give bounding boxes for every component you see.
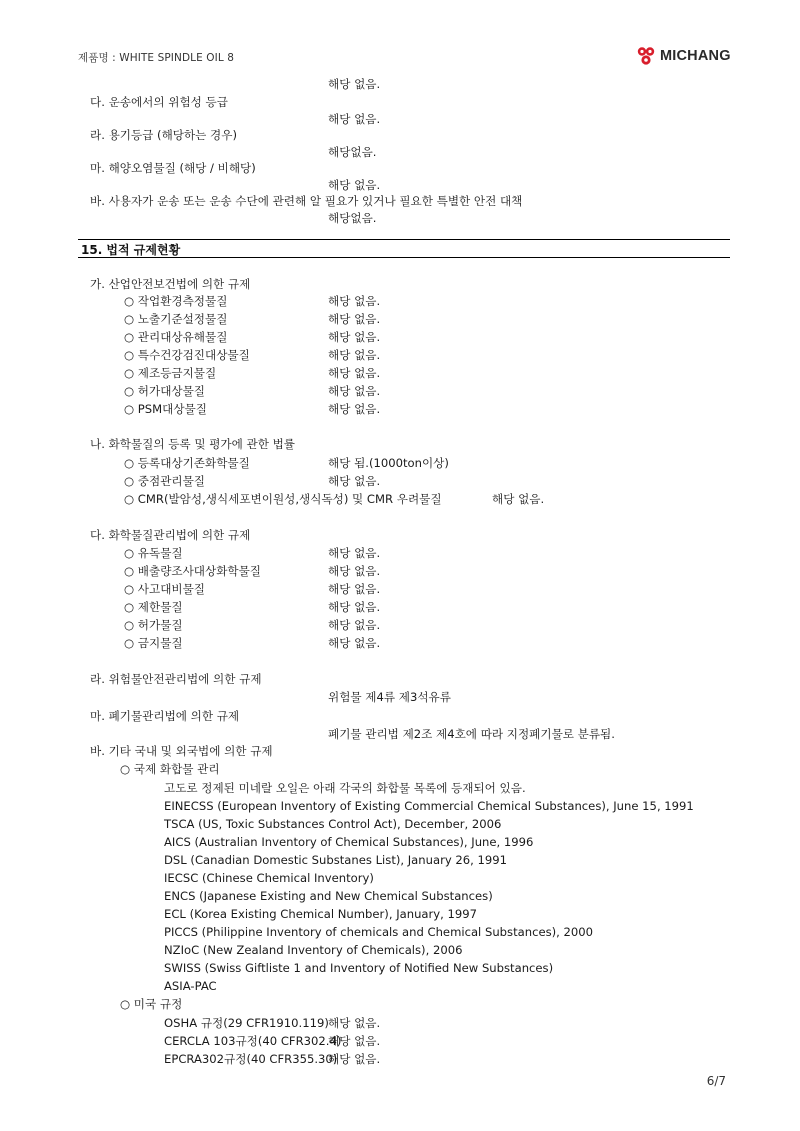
da-item-label: ○ 금지물질 (124, 636, 183, 650)
ga-item-label: ○ 관리대상유해물질 (124, 330, 228, 344)
company-logo (636, 46, 731, 66)
da-item-value: 해당 없음. (328, 600, 381, 614)
inventory-item: ASIA-PAC (164, 979, 217, 993)
transport-label-4: 바. 사용자가 운송 또는 운송 수단에 관련해 알 필요가 있거나 필요한 특별한 안전 대책 (90, 194, 523, 208)
page-number: 6/7 (706, 1074, 726, 1088)
ma-heading: 마. 폐기물관리법에 의한 규제 (90, 709, 240, 723)
da-item-label: ○ 유독물질 (124, 546, 183, 560)
ga-item-label: ○ PSM대상물질 (124, 402, 207, 416)
section-15-title: 15. 법적 규제현황 (81, 243, 181, 257)
ba-intl-heading: ○ 국제 화합물 관리 (120, 762, 220, 776)
ma-value: 폐기물 관리법 제2조 제4호에 따라 지정폐기물로 분류됨. (328, 727, 615, 741)
ga-item-value: 해당 없음. (328, 384, 381, 398)
transport-value-1: 해당 없음. (328, 112, 381, 126)
da-item-value: 해당 없음. (328, 564, 381, 578)
na-item-label: ○ 중점관리물질 (124, 474, 205, 488)
transport-label-2: 라. 용기등급 (해당하는 경우) (90, 128, 237, 142)
da-item-label: ○ 허가물질 (124, 618, 183, 632)
ra-heading: 라. 위험물안전관리법에 의한 규제 (90, 672, 262, 686)
us-item-label: EPCRA302규정(40 CFR355.30) (164, 1052, 338, 1066)
inventory-item: EINECSS (European Inventory of Existing Commercial Chemical Substances), June 15, 1991 (164, 799, 694, 813)
us-item-label: OSHA 규정(29 CFR1910.119) (164, 1016, 329, 1030)
us-item-label: CERCLA 103규정(40 CFR302.4) (164, 1034, 342, 1048)
ga-item-value: 해당 없음. (328, 348, 381, 362)
section-rule-top (78, 239, 730, 240)
na-heading: 나. 화학물질의 등록 및 평가에 관한 법률 (90, 437, 295, 451)
na-item-value: 해당 없음. (328, 474, 381, 488)
ba-heading: 바. 기타 국내 및 외국법에 의한 규제 (90, 744, 273, 758)
na-item-value: 해당 됨.(1000ton이상) (328, 456, 449, 470)
da-item-label: ○ 사고대비물질 (124, 582, 205, 596)
inventory-item: AICS (Australian Inventory of Chemical Substances), June, 1996 (164, 835, 534, 849)
inventory-item: PICCS (Philippine Inventory of chemicals and Chemical Substances), 2000 (164, 925, 594, 939)
inventory-item: ECL (Korea Existing Chemical Number), January, 1997 (164, 907, 478, 921)
ga-item-label: ○ 허가대상물질 (124, 384, 205, 398)
da-item-value: 해당 없음. (328, 636, 381, 650)
ga-item-label: ○ 작업환경측정물질 (124, 294, 228, 308)
na-cmr-label: ○ CMR(발암성,생식세포변이원성,생식독성) 및 CMR 우려물질 (124, 492, 442, 506)
inventory-item: NZIoC (New Zealand Inventory of Chemicals), 2006 (164, 943, 463, 957)
ba-us-heading: ○ 미국 규정 (120, 997, 183, 1011)
ga-item-value: 해당 없음. (328, 312, 381, 326)
inventory-item: DSL (Canadian Domestic Substanes List), January 26, 1991 (164, 853, 508, 867)
na-item-label: ○ 등록대상기존화학물질 (124, 456, 250, 470)
da-item-label: ○ 제한물질 (124, 600, 183, 614)
transport-label-1: 다. 운송에서의 위험성 등급 (90, 95, 228, 109)
ba-intl-intro: 고도로 정제된 미네랄 오일은 아래 각국의 화합물 목록에 등재되어 있음. (164, 781, 526, 795)
ga-item-label: ○ 제조등금지물질 (124, 366, 217, 380)
na-cmr-value: 해당 없음. (492, 492, 545, 506)
ra-value: 위험물 제4류 제3석유류 (328, 690, 451, 704)
logo-text: MICHANG (660, 48, 731, 64)
inventory-item: IECSC (Chinese Chemical Inventory) (164, 871, 374, 885)
us-item-value: 해당 없음. (328, 1052, 381, 1066)
transport-value-3: 해당 없음. (328, 178, 381, 192)
da-item-value: 해당 없음. (328, 582, 381, 596)
transport-label-3: 마. 해양오염물질 (해당 / 비해당) (90, 161, 256, 175)
ga-heading: 가. 산업안전보건법에 의한 규제 (90, 277, 251, 291)
us-item-value: 해당 없음. (328, 1034, 381, 1048)
da-item-value: 해당 없음. (328, 546, 381, 560)
transport-value-0: 해당 없음. (328, 77, 381, 91)
ga-item-label: ○ 특수건강검진대상물질 (124, 348, 250, 362)
ga-item-value: 해당 없음. (328, 402, 381, 416)
ga-item-value: 해당 없음. (328, 294, 381, 308)
transport-value-2: 해당없음. (328, 145, 377, 159)
product-name: 제품명 : WHITE SPINDLE OIL 8 (78, 52, 234, 64)
da-heading: 다. 화학물질관리법에 의한 규제 (90, 528, 251, 542)
transport-value-4: 해당없음. (328, 211, 377, 225)
inventory-item: TSCA (US, Toxic Substances Control Act), December, 2006 (164, 817, 502, 831)
section-rule-bottom (78, 257, 730, 258)
ga-item-value: 해당 없음. (328, 366, 381, 380)
da-item-value: 해당 없음. (328, 618, 381, 632)
ga-item-value: 해당 없음. (328, 330, 381, 344)
ga-item-label: ○ 노출기준설정물질 (124, 312, 228, 326)
inventory-item: ENCS (Japanese Existing and New Chemical Substances) (164, 889, 493, 903)
da-item-label: ○ 배출량조사대상화학물질 (124, 564, 261, 578)
us-item-value: 해당 없음. (328, 1016, 381, 1030)
michang-logo-icon (636, 46, 656, 66)
inventory-item: SWISS (Swiss Giftliste 1 and Inventory of Notified New Substances) (164, 961, 554, 975)
